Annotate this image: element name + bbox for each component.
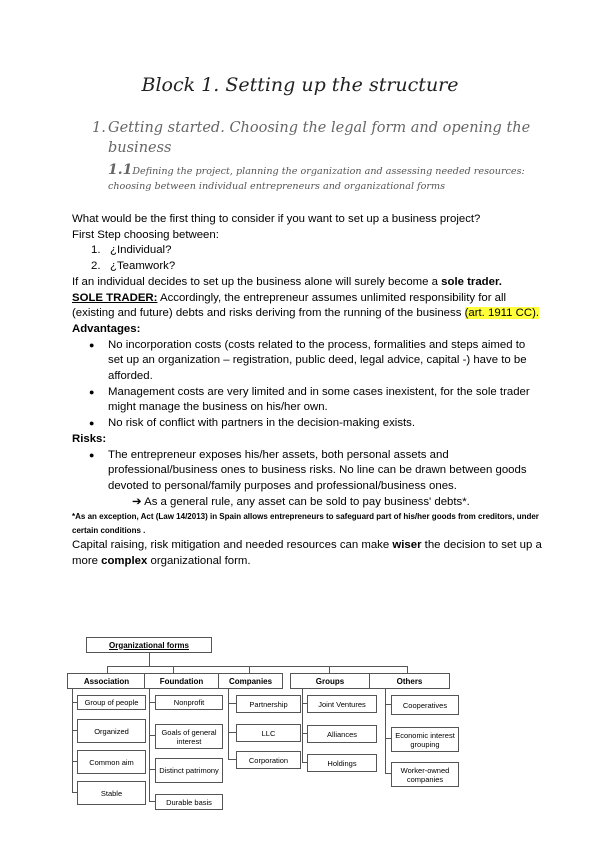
first-step: First Step choosing between:	[72, 228, 219, 241]
org-category: Groups	[290, 673, 370, 689]
list-item: ● No incorporation costs (costs related to the process, formalities and steps aimed to set up an organization – registration, public deed, legal advice, capital -) have to be afforded.	[89, 338, 527, 383]
org-item: Worker-owned companies	[391, 762, 459, 787]
risk-sub-point: ➔ As a general rule, any asset can be sold to pay business' debts*.	[132, 495, 470, 508]
org-item: Joint Ventures	[307, 695, 377, 713]
org-item: LLC	[236, 724, 301, 742]
subsection-title: Defining the project, planning the organization and assessing needed resources: choosing between individual entrepreneurs and organizational forms	[108, 166, 525, 192]
org-item: Partnership	[236, 695, 301, 713]
org-item: Goals of general interest	[155, 724, 223, 749]
list-item: ● No risk of conflict with partners in the decision-making exists.	[72, 416, 542, 432]
org-item: Organized	[77, 719, 146, 743]
org-item: Common aim	[77, 750, 146, 774]
org-item: Durable basis	[155, 794, 223, 810]
org-category: Association	[67, 673, 146, 689]
org-item: Distinct patrimony	[155, 758, 223, 783]
advantages-list	[72, 338, 542, 432]
legal-reference: (art. 1911 CC).	[464, 307, 540, 320]
footnote: *As an exception, Act (Law 14/2013) in Spain allows entrepreneurs to safeguard part of his/her goods from creditors, under certain conditions .	[72, 512, 539, 536]
org-chart-root: Organizational forms	[86, 637, 212, 653]
bullet-icon: ●	[89, 386, 95, 397]
org-item: Group of people	[77, 695, 146, 710]
org-category: Others	[369, 673, 450, 689]
section-number: 1.	[92, 120, 106, 136]
list-item: ● The entrepreneur exposes his/her assets, both personal assets and professional/business ones to business risks. No line can be drawn between goods devoted to personal/family purposes and professional/business ones.	[89, 448, 527, 492]
org-item: Cooperatives	[391, 695, 459, 715]
list-item: 1. ¿Individual?	[91, 244, 172, 257]
bullet-icon: ●	[89, 449, 95, 460]
org-category: Foundation	[144, 673, 219, 689]
subsection-number: 1.1	[108, 162, 133, 178]
org-item: Alliances	[307, 725, 377, 743]
intro-question: What would be the first thing to consider if you want to set up a business project?	[72, 213, 481, 225]
list-item: ● Management costs are very limited and in some cases inexistent, for the sole trader might manage the business on his/her own.	[89, 385, 530, 414]
section-title: Getting started. Choosing the legal form and opening the business	[108, 120, 531, 156]
org-item: Corporation	[236, 751, 301, 769]
section-heading	[92, 118, 532, 158]
closing-paragraph: Capital raising, risk mitigation and needed resources can make wiser the decision to set up a more complex organizational form.	[72, 539, 542, 568]
advantages-heading: Advantages:	[72, 322, 141, 335]
org-item: Economic interest grouping	[391, 727, 459, 752]
org-item: Nonprofit	[155, 695, 223, 710]
org-category: Companies	[218, 673, 283, 689]
org-item: Holdings	[307, 754, 377, 772]
org-item: Stable	[77, 781, 146, 805]
sole-trader-intro: If an individual decides to set up the business alone will surely become a sole trader.	[72, 275, 502, 288]
arrow-icon: ➔	[132, 495, 142, 508]
options-list	[72, 243, 542, 274]
list-item: 2. ¿Teamwork?	[91, 260, 176, 273]
document-body	[72, 212, 542, 570]
risks-list	[72, 448, 542, 495]
subsection-heading	[108, 163, 548, 194]
risks-heading: Risks:	[72, 432, 107, 445]
sole-trader-definition: SOLE TRADER: Accordingly, the entrepreneur assumes unlimited responsibility for all (existing and future) debts and risks deriving from the running of the business (art. 1911 CC).	[72, 291, 540, 320]
page-title: Block 1. Setting up the structure	[141, 74, 459, 96]
bullet-icon: ●	[89, 418, 95, 429]
bullet-icon: ●	[89, 339, 95, 350]
